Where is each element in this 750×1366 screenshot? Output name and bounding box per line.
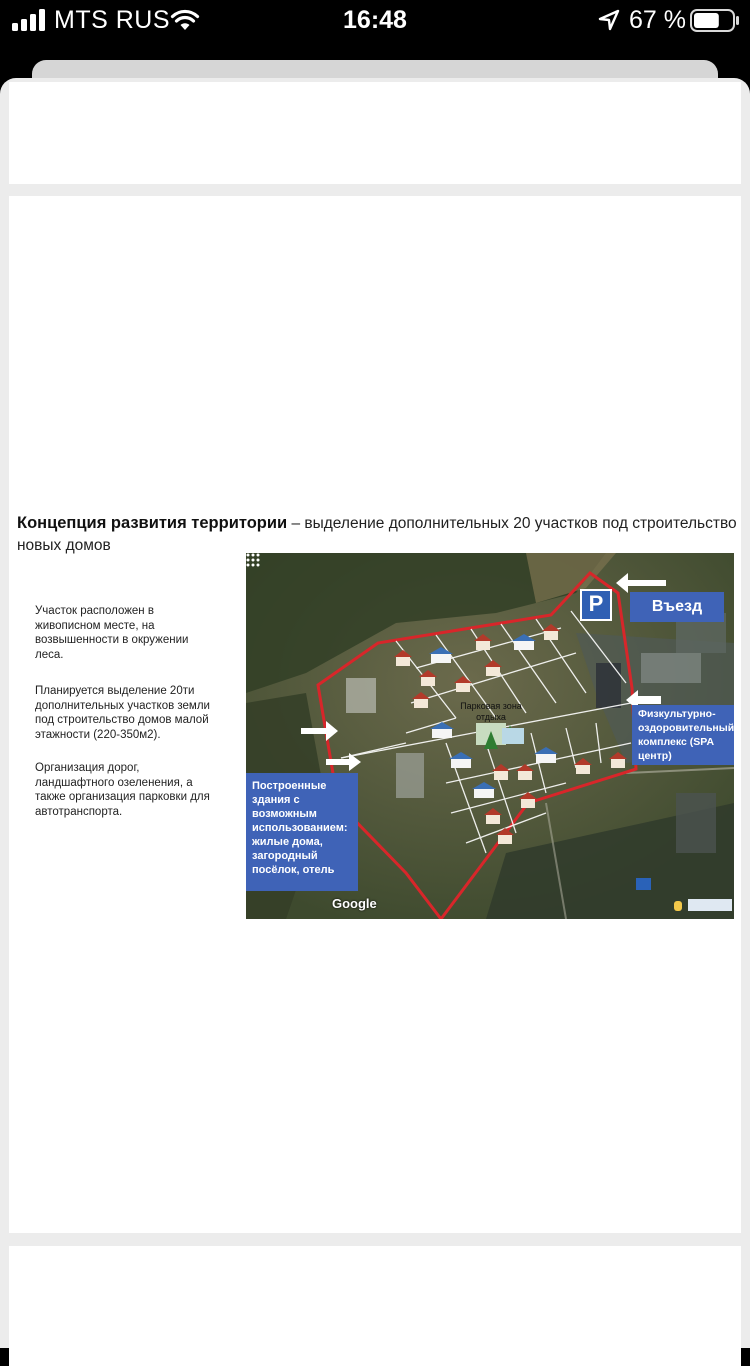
- clock-time: 16:48: [343, 6, 407, 34]
- satellite-site-plan: [246, 553, 734, 919]
- document-page-2: [9, 196, 741, 1233]
- battery-percent: 67 %: [629, 6, 686, 34]
- entry-label: Въезд: [630, 592, 724, 622]
- parking-sign: P: [580, 589, 612, 621]
- built-buildings-label: Построенные здания с возможным использованием: жилые дома, загородный посёлок, отель: [246, 773, 358, 891]
- park-zone-label: Парковая зона отдыха: [460, 701, 522, 722]
- status-bar: [0, 0, 750, 44]
- slide-title: [17, 512, 737, 557]
- paragraph-plots: Планируется выделение 20ти дополнительных участков земли под строительство домов малой этажности (220-350м2).: [35, 685, 210, 741]
- slide-title-rest: – выделение дополнительных 20 участков под строительство новых домов: [17, 515, 737, 554]
- document-page-3: [9, 1246, 741, 1366]
- battery-icon: [690, 9, 740, 32]
- location-arrow-icon: [598, 9, 620, 31]
- google-logo: Google: [332, 896, 377, 911]
- paragraph-roads: Организация дорог, ландшафтного озеленения, а также организация парковки для автотранспорта.: [35, 762, 210, 818]
- apps-grid-icon: [246, 553, 260, 567]
- slide-title-bold: Концепция развития территории: [17, 514, 288, 532]
- document-page-1: [9, 82, 741, 184]
- carrier-name: MTS RUS: [54, 6, 170, 34]
- paragraph-location: Участок расположен в живописном месте, на возвышенности в окружении леса.: [35, 605, 189, 661]
- spa-label: Физкультурно-оздоровительный комплекс (SPA центр): [632, 705, 734, 765]
- map-type-thumbnails: [688, 899, 732, 911]
- pegman-icon: [674, 901, 682, 911]
